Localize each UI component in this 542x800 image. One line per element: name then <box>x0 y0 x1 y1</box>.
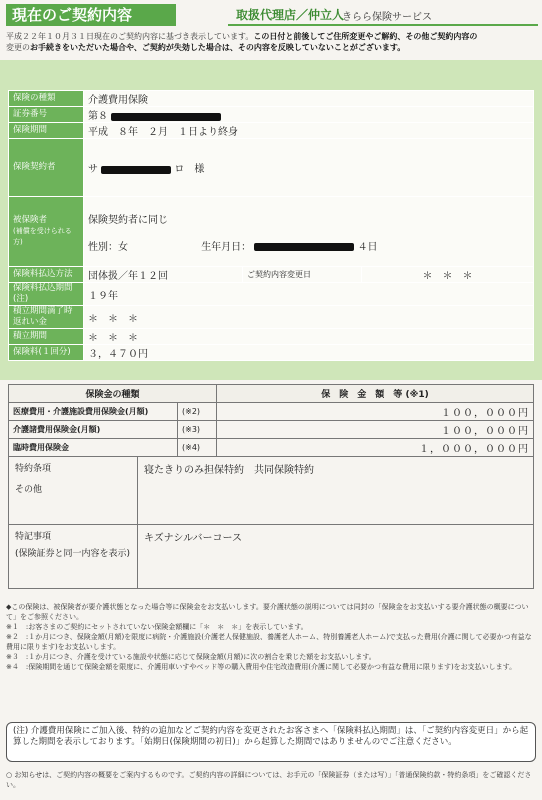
table-row <box>9 439 534 457</box>
refund-label: 積立期間満了時返れい金 <box>9 306 84 329</box>
number-cell <box>84 107 534 123</box>
clauses-table <box>8 456 534 589</box>
insured-details <box>88 238 529 253</box>
contract-table <box>8 90 534 361</box>
benefits-col-amount-cell <box>217 385 534 403</box>
other-label: その他 <box>15 485 43 495</box>
remarks-label-cell <box>9 525 138 589</box>
benefit-mark: (※3) <box>178 421 217 439</box>
holder-cell <box>84 139 534 197</box>
benefit-mark: (※2) <box>178 403 217 421</box>
remarks-sub: (保険証券と同一内容を表示) <box>15 549 131 559</box>
number-value: 第８ <box>88 111 108 122</box>
birth-label: 生年月日： <box>201 241 252 253</box>
change-date-value: ＊ ＊ ＊ <box>362 267 534 283</box>
insured-value: 保険契約者に同じ <box>88 214 168 226</box>
redaction-mark <box>111 113 221 121</box>
benefit-mark: (※4) <box>178 439 217 457</box>
accum-label: 積立期間 <box>9 329 84 345</box>
type-value: 介護費用保険 <box>84 91 534 107</box>
holder-label: 保険契約者 <box>9 139 84 197</box>
benefit-amount: １，０００，０００円 <box>217 439 534 457</box>
change-date-label: ご契約内容変更日 <box>243 267 362 283</box>
redaction-mark <box>254 243 354 251</box>
payment-period-value: １９年 <box>84 283 534 306</box>
benefits-col-amount: 保 険 金 額 等 <box>321 390 403 400</box>
benefits-table <box>8 384 534 457</box>
gender-value: 性別：女 <box>88 241 128 253</box>
page-title: 現在のご契約内容 <box>6 4 176 26</box>
special-label-cell <box>9 457 138 525</box>
period-label: 保険期間 <box>9 123 84 139</box>
header <box>0 0 542 30</box>
intro-line2: 変更の <box>6 43 30 52</box>
accum-value: ＊ ＊ ＊ <box>84 329 534 345</box>
intro-line1: 平成２２年１０月３１日現在のご契約内容に基づき表示しています。 <box>6 32 254 41</box>
note-item: ◆この保険は、被保険者が要介護状態となった場合等に保険金をお支払いします。要介護状態の説明については同封の「保険金をお支払いする要介護状態の概要について」をご参照ください。 <box>6 603 529 621</box>
notes-section <box>6 602 536 672</box>
intro-text <box>6 31 536 53</box>
special-value: 寝たきりのみ担保特約 共同保険特約 <box>138 457 534 525</box>
agent-label: 取扱代理店／仲立人 <box>236 8 345 22</box>
payment-period-label: 保険料払込期間(注) <box>9 283 84 306</box>
agent-name: きらら保険サービス <box>342 12 432 23</box>
intro-line2-bold: お手続きをいただいた場合や、ご契約が失効した場合は、その内容を反映していないことがございます。 <box>30 43 406 52</box>
insured-sub-label: (補償を受けられる方) <box>13 227 72 246</box>
table-row <box>9 421 534 439</box>
note-item: ※３ :１か月につき、介護を受けている施設や状態に応じて保険金額(月額)に次の割合を乗じた額をお支払いします。 <box>6 653 376 661</box>
benefit-amount: １００，０００円 <box>217 421 534 439</box>
header-divider <box>228 24 538 26</box>
benefit-name: 臨時費用保険金 <box>9 439 178 457</box>
type-label: 保険の種類 <box>9 91 84 107</box>
premium-label: 保険料(１回分) <box>9 345 84 361</box>
benefit-amount: １００，０００円 <box>217 403 534 421</box>
period-value: 平成 ８年 ２月 １日より終身 <box>84 123 534 139</box>
benefit-name: 医療費用・介護施設費用保険金(月額) <box>9 403 178 421</box>
holder-value-suffix: ロ 様 <box>174 164 205 175</box>
table-row <box>9 403 534 421</box>
birth-suffix: ４日 <box>357 241 378 253</box>
note-item: ※４ :保険期間を通じて保険金額を限度に、介護用車いすやベッド等の購入費用や住宅改造費用(介護に関して必要かつ有益な費用に限ります)をお支払いします。 <box>6 663 517 671</box>
benefits-col-type: 保険金の種類 <box>9 385 217 403</box>
note-item: ※２ :１か月につき、保険金額(月額)を限度に病院・介護施設(介護老人保健施設、養護老人ホーム、特別養護老人ホーム)で支払った費用(介護に関して必要かつ有益な費用に限ります)をお支払いします。 <box>6 633 532 651</box>
number-label: 証券番号 <box>9 107 84 123</box>
holder-value-prefix: サ <box>88 164 98 175</box>
payment-method-label: 保険料払込方法 <box>9 267 84 283</box>
insured-label-cell <box>9 197 84 267</box>
intro-line1-bold: この日付と前後してご住所変更やご解約、その他ご契約内容の <box>253 32 478 41</box>
benefits-col-note: (※1) <box>405 390 429 400</box>
insured-cell <box>84 197 534 267</box>
footer-text: ○ お知らせは、ご契約内容の概要をご案内するものです。ご契約内容の詳細については、お手元の「保険証券（または写）」「普通保険約款・特約条項」をご確認ください。 <box>6 771 532 789</box>
payment-method-value: 団体扱／年１２回 <box>84 267 243 283</box>
special-label: 特約条項 <box>15 464 52 474</box>
remarks-value: キズナシルバーコース <box>138 525 534 589</box>
premium-value: ３，４７０円 <box>84 345 534 361</box>
note-item: ※１ :お客さまのご契約にセットされていない保険金額欄に「＊ ＊ ＊」を表示しています。 <box>6 623 308 631</box>
remarks-label: 特記事項 <box>15 532 52 542</box>
notice-box: (注) 介護費用保険にご加入後、特約の追加などご契約内容を変更されたお客さまへ「保険料払込期間」は、「ご契約内容変更日」から起算した期間を表示しております。「始期日(保険期間の初日)」から起算した期間ではありませんのでご注意ください。 <box>6 722 536 762</box>
redaction-mark <box>101 166 171 174</box>
benefit-name: 介護諸費用保険金(月額) <box>9 421 178 439</box>
insured-label: 被保険者 <box>13 215 48 225</box>
refund-value: ＊ ＊ ＊ <box>84 306 534 329</box>
